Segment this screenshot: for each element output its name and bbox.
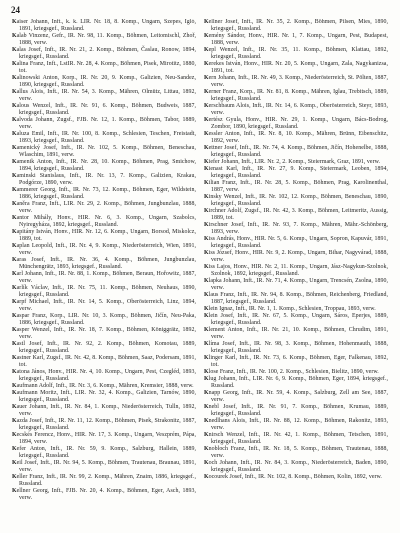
register-entry: Keller Franz, Inft., IR. Nr. 99, 2. Komp., Mähren, Znaim, 1886, kriegsgef., Russland. [12, 474, 196, 487]
register-entry: Kiss András, Honv., HIR. Nr. 5, 6. Komp., Ungarn, Sopron, Kapuvár, 1891, kriegsgef., Russland. [204, 236, 388, 249]
register-entry: Klíma Josef, Inft., IR. Nr. 98, 3. Komp., Böhmen, Hohenmauth, 1888, kriegsgef., Russland. [204, 341, 388, 354]
register-entry: Kaspar Franz, Korp., LIR. Nr. 10, 3. Komp., Böhmen, Jičín, Neu-Paka, 1886, kriegsgef., Russland. [12, 313, 196, 326]
register-entry: Kettner Josef, Inft., IR. Nr. 74, 4. Komp., Böhmen, Jičín, Hohenelbe, 1888, kriegsgef., Russland. [204, 145, 388, 158]
register-entry: Kammerer Georg, Inft., IR. Nr. 73, 12. Komp., Böhmen, Eger, Wildstein, 1886, kriegsgef., Russland. [12, 187, 196, 200]
register-entry: Kirchner Adolf, Zugsf., IR. Nr. 42, 3. Komp., Böhmen, Leitmeritz, Aussig, 1889, tot. [204, 208, 388, 221]
register-entry: Keil Josef, Inft., IR. Nr. 94, 5. Komp., Böhmen, Trautenau, Braunau, 1891, verw. [12, 460, 196, 473]
register-entry: Klein Josef, Inft., IR. Nr. 67, 5. Komp., Ungarn, Sáros, Eperjes, 1889, kriegsgef., Russland. [204, 313, 388, 326]
register-entry: Kaněra Franz, Inft., LIR. Nr. 29, 2. Komp., Böhmen, Jungbunzlau, 1888, verw. [12, 201, 196, 214]
register-entry: Kiss Lajos, Honv., HIR. Nr. 2, 11. Komp., Ungarn, Jász-Nagykun-Szolnok, Szolnok, 1892, kriegsgef., Russland. [204, 264, 388, 277]
register-entry: Kaplan Leopold, Inft., IR. Nr. 4, 9. Komp., Niederösterreich, Wien, 1891, verw. [12, 243, 196, 256]
register-entry: Knobloch Franz, Inft., IR. Nr. 18, 5. Komp., Böhmen, Trautenau, 1888, verw. [204, 446, 388, 459]
register-entry: Knedlhans Alois, Inft., IR. Nr. 88, 12. Komp., Böhmen, Rakonitz, 1893, verw. [204, 418, 388, 431]
register-entry: Klaus Franz, Inft., IR. Nr. 94, 8. Komp., Böhmen, Reichenberg, Friedland, 1887, kriegsgef., Russland. [204, 292, 388, 305]
register-entry: Klement Anton, Inft., IR. Nr. 21, 10. Komp., Böhmen, Chrudim, 1891, verw. [204, 327, 388, 340]
page-number: 24 [11, 5, 20, 15]
register-entry: Katona János, Honv., HIR. Nr. 4, 10. Komp., Ungarn, Pest, Czegléd, 1893, kriegsgef., Russland. [12, 369, 196, 382]
register-entry: Kocourek Josef, Inft., IR. Nr. 102, 8. Komp., Böhmen, Kolin, 1892, verw. [204, 474, 382, 480]
register-entry: Klug Johann, Inft., LIR. Nr. 6, 9. Komp., Böhmen, Eger, 1894, kriegsgef., Russland. [204, 376, 388, 389]
register-entry: Kienast Karl, Inft., IR. Nr. 27, 9. Komp., Steiermark, Leoben, 1894, kriegsgef., Russland. [204, 166, 388, 179]
register-entry: Kalvoda Johann, Zugsf., FJB. Nr. 12, 1. Komp., Böhmen, Tabor, 1889, verw. [12, 117, 196, 130]
right-column [204, 19, 388, 515]
register-entry: Kepl Wenzel, Inft., IR. Nr. 35, 11. Komp., Böhmen, Klattau, 1892, kriegsgef., Russland. [204, 47, 388, 60]
register-entry: Karl Johann, Inft., IR. Nr. 88, 1. Komp., Böhmen, Beraun, Hořowitz, 1887, verw. [12, 271, 196, 284]
register-entry: Kilian Franz, Inft., IR. Nr. 28, 5. Komp., Böhmen, Prag, Karolinenthal, 1887, verw. [204, 180, 388, 193]
register-entry: Kerekes István, Honv., HIR. Nr. 20, 5. Komp., Ungarn, Zala, Nagykanizsa, 1891, tot. [204, 61, 388, 74]
register-entry: Koch Johann, Inft., IR. Nr. 84, 3. Komp., Niederösterreich, Baden, 1890, kriegsgef., Russland. [204, 460, 388, 473]
register-entry: Klose Franz, Inft., IR. Nr. 100, 2. Komp., Schlesien, Bielitz, 1890, verw. [204, 369, 379, 375]
register-entry: Kalinowski Anton, Korp., IR. Nr. 20, 9. Komp., Galizien, Neu-Sandez, 1890, kriegsgef., Russland. [12, 75, 196, 88]
register-entry: Kaminski Stanislaus, Inft., IR. Nr. 13, 7. Komp., Galizien, Krakau, Podgórze, 1890, verw. [12, 173, 196, 186]
register-entry: Kasper Wenzel, Inft., IR. Nr. 18, 7. Komp., Böhmen, Königgrätz, 1892, verw. [12, 327, 196, 340]
register-entry: Klinger Karl, Inft., IR. Nr. 73, 6. Komp., Böhmen, Eger, Falkenau, 1892, tot. [204, 355, 388, 368]
register-entry: Kaufmann Moritz, Inft., LIR. Nr. 32, 4. Komp., Galizien, Tarnów, 1890, kriegsgef., Russland. [12, 390, 196, 403]
register-entry: Kauer Johann, Inft., IR. Nr. 84, 1. Komp., Niederösterreich, Tulln, 1892, verw. [12, 404, 196, 417]
register-entry: Kantor Mihály, Honv., HIR. Nr. 6, 3. Komp., Ungarn, Szabolcs, Nyiregyháza, 1892, kriegsgef., Russland. [12, 215, 196, 228]
register-entry: Karpf Michael, Inft., IR. Nr. 14, 5. Komp., Oberösterreich, Linz, 1894, verw. [12, 299, 196, 312]
register-entry: Kerner Franz, Korp., IR. Nr. 81, 8. Komp., Mähren, Iglau, Trebitsch, 1889, kriegsgef., Russland. [204, 89, 388, 102]
register-entry: Kaufmann Adolf, Inft., IR. Nr. 3, 6. Komp., Mähren, Kremsier, 1888, verw. [12, 383, 194, 389]
register-entry: Kazda Josef, Inft., IR. Nr. 11, 12. Komp., Böhmen, Pisek, Strakonitz, 1887, kriegsgef., Russland. [12, 418, 196, 431]
register-entry: Karas Josef, Inft., IR. Nr. 36, 4. Komp., Böhmen, Jungbunzlau, Münchengrätz, 1893, kriegsgef., Russland. [12, 257, 196, 270]
register-entry: Kalous Wenzel, Inft., IR. Nr. 91, 6. Komp., Böhmen, Budweis, 1887, kriegsgef., Russland. [12, 103, 196, 116]
register-entry: Kamenik Anton, Inft., IR. Nr. 28, 10. Komp., Böhmen, Prag, Smichow, 1894, kriegsgef., Russland. [12, 159, 196, 172]
register-entry: Knebl Josef, Inft., IR. Nr. 91, 7. Komp., Böhmen, Krumau, 1889, kriegsgef., Russland. [204, 404, 388, 417]
register-entry: Karlík Václav, Inft., IR. Nr. 75, 11. Komp., Böhmen, Neuhaus, 1890, kriegsgef., Russland. [12, 285, 196, 298]
register-entry: Kessler Anton, Inft., IR. Nr. 8, 10. Komp., Mähren, Brünn, Eibenschitz, 1892, verw. [204, 131, 388, 144]
register-entry: Kastner Karl, Zugsf., IR. Nr. 42, 8. Komp., Böhmen, Saaz, Podersam, 1891, tot. [12, 355, 196, 368]
register-entry: Knirsch Wenzel, Inft., IR. Nr. 42, 1. Komp., Böhmen, Tetschen, 1891, kriegsgef., Russland. [204, 432, 388, 445]
register-entry: Kirschner Josef, Inft., IR. Nr. 93, 7. Komp., Mähren, Mähr.-Schönberg, 1893, verw. [204, 222, 388, 235]
register-entry: Kiss József, Honv., HIR. Nr. 9, 2. Komp., Ungarn, Bihar, Nagyvárad, 1888, verw. [204, 250, 388, 263]
register-entry: Kalas Josef, Inft., IR. Nr. 21, 2. Komp., Böhmen, Časlau, Ronow, 1894, kriegsgef., Russland. [12, 47, 196, 60]
register-entry: Kapitány István, Honv., HIR. Nr. 12, 6. Komp., Ungarn, Borsod, Miskolcz, 1889, tot. [12, 229, 196, 242]
register-entry: Kertész Gyula, Honv., HIR. Nr. 29, 1. Komp., Ungarn, Bács-Bodrog, Zombor, 1890, kriegsgef., Russland. [204, 117, 388, 130]
register-entry: Kecskés Ferencz, Honv., HIR. Nr. 17, 3. Komp., Ungarn, Veszprém, Pápa, 1894, verw. [12, 432, 196, 445]
register-entry: Kern Johann, Inft., IR. Nr. 49, 3. Komp., Niederösterreich, St. Pölten, 1887, verw. [204, 75, 388, 88]
register-entry: Kellner Georg, Inft., FJB. Nr. 20, 4. Komp., Böhmen, Eger, Asch, 1893, verw. [12, 488, 196, 501]
register-entry: Knapp Georg, Inft., IR. Nr. 59, 4. Komp., Salzburg, Zell am See, 1887, verw. [204, 390, 388, 403]
register-entry: Kellner Josef, Inft., IR. Nr. 35, 2. Komp., Böhmen, Pilsen, Mies, 1890, kriegsgef., Russland. [204, 19, 388, 32]
register-entry: Kinsky Wenzel, Inft., IR. Nr. 102, 12. Komp., Böhmen, Beneschau, 1890, kriegsgef., Russland. [204, 194, 388, 207]
register-entry: Kallus Alois, Inft., IR. Nr. 54, 3. Komp., Mähren, Olmütz, Littau, 1892, verw. [12, 89, 196, 102]
register-entry: Kiefer Johann, Inft., LIR. Nr. 2, 2. Komp., Steiermark, Graz, 1891, verw. [204, 159, 381, 165]
register-entry: Kaluza Emil, Inft., IR. Nr. 100, 8. Komp., Schlesien, Teschen, Freistadt, 1893, kriegsgef., Russland. [12, 131, 196, 144]
left-column [12, 19, 196, 515]
register-entry: Kemény Sándor, Honv., HIR. Nr. 1, 7. Komp., Ungarn, Pest, Budapest, 1888, verw. [204, 33, 388, 46]
register-entry: Kalab Vinzenz, Gefr., IR. Nr. 98, 11. Komp., Böhmen, Leitomischl, Zhoř, 1888, verw. [12, 33, 196, 46]
register-entry: Kefer Anton, Inft., IR. Nr. 59, 9. Komp., Salzburg, Hallein, 1889, kriegsgef., Russland. [12, 446, 196, 459]
register-entry: Kamenický Josef, Inft., IR. Nr. 102, 5. Komp., Böhmen, Beneschau, Wlaschim, 1891, verw. [12, 145, 196, 158]
register-entry: Kastl Josef, Inft., IR. Nr. 92, 2. Komp., Böhmen, Komotau, 1889, kriegsgef., Russland. [12, 341, 196, 354]
register-entry: Klein Ignaz, Inft., IR. Nr. 1, 1. Komp., Schlesien, Troppau, 1893, verw. [204, 306, 376, 312]
register-entry: Klapka Johann, Inft., IR. Nr. 71, 4. Komp., Ungarn, Trencsén, Zsolna, 1890, verw. [204, 278, 388, 291]
register-entry: Kaiser Johann, Inft., k. k. LIR. Nr. 18, 8. Komp., Ungarn, Szepes, Igló, 1891, kriegsgef., Russland. [12, 19, 196, 32]
register-entry: Kalina Franz, Inft., LstIR. Nr. 28, 4. Komp., Böhmen, Pisek, Mirotitz, 1880, tot. [12, 61, 196, 74]
register-entry: Kerschbaum Alois, Inft., IR. Nr. 14, 6. Komp., Oberösterreich, Steyr, 1893, verw. [204, 103, 388, 116]
